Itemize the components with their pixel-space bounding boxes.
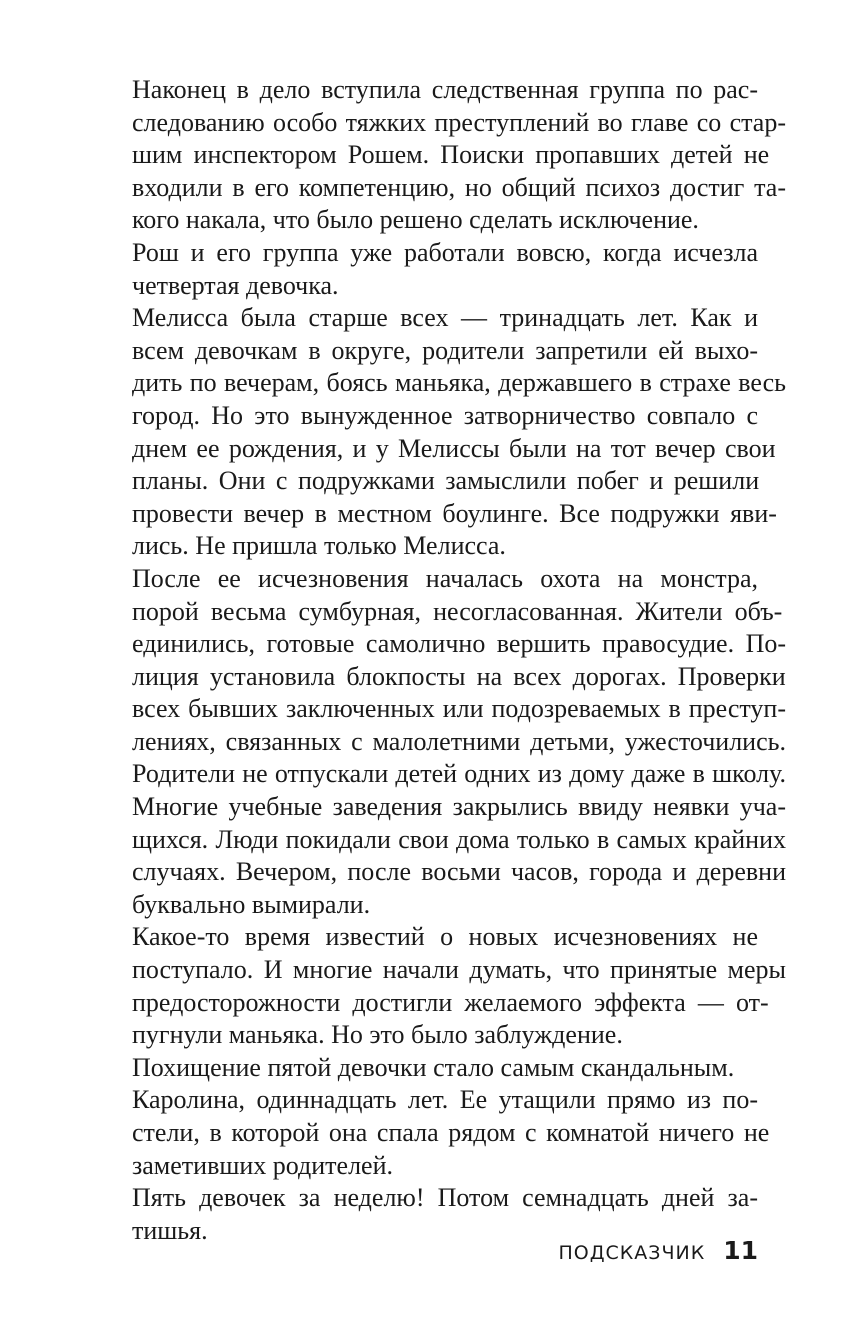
paragraph	[104, 1084, 770, 1182]
text-line: всех бывших заключенных или подозреваемых в преступ-	[132, 694, 786, 724]
text-line: кого накала, что было решено сделать исключение.	[132, 205, 699, 235]
text-line: Пять девочек за неделю! Потом семнадцать дней за-	[132, 1183, 758, 1213]
text-line: провести вечер в местном боулинге. Все подружки яви-	[132, 498, 777, 528]
text-line: щихся. Люди покидали свои дома только в самых крайних	[132, 824, 786, 854]
text-line: шим инспектором Рошем. Поиски пропавших детей не	[132, 140, 770, 170]
paragraph	[104, 237, 758, 302]
text-line: четвертая девочка.	[132, 270, 339, 300]
running-title: ПОДСКАЗЧИК	[558, 1242, 706, 1264]
text-line: следованию особо тяжких преступлений во главе со стар-	[132, 107, 786, 137]
text-line: входили в его компетенцию, но общий психоз достиг та-	[132, 172, 786, 202]
text-line: Наконец в дело вступила следственная группа по рас-	[132, 75, 758, 104]
paragraph	[104, 302, 786, 563]
text-line: Родители не отпускали детей одних из дому даже в школу.	[132, 759, 786, 789]
text-line: тишья.	[132, 1215, 208, 1245]
text-line: предосторожности достигли желаемого эффекта — от-	[132, 987, 769, 1017]
text-line: всем девочкам в округе, родители запретили ей выхо-	[132, 335, 758, 365]
page-body	[104, 74, 786, 1247]
text-line: порой весьма сумбурная, несогласованная. Жители объ-	[132, 596, 783, 626]
text-line: Какое-то время известий о новых исчезновениях не	[132, 922, 758, 952]
text-line: поступало. И многие начали думать, что принятые меры	[132, 955, 786, 985]
text-line: пугнули маньяка. Но это было заблуждение.	[132, 1020, 623, 1050]
text-line: лись. Не пришла только Мелисса.	[132, 531, 506, 561]
text-line: заметивших родителей.	[132, 1150, 394, 1180]
text-line: город. Но это вынужденное затворничество совпало с	[132, 400, 758, 430]
text-line: Многие учебные заведения закрылись ввиду неявки уча-	[132, 792, 786, 822]
text-line: лениях, связанных с малолетними детьми, ужесточились.	[132, 726, 786, 756]
text-line: Похищение пятой девочки стало самым скандальным.	[132, 1052, 735, 1082]
paragraph	[104, 1052, 758, 1085]
text-line: единились, готовые самолично вершить правосудие. По-	[132, 629, 786, 659]
text-line: днем ее рождения, и у Мелиссы были на тот вечер свои	[132, 433, 776, 463]
text-line: Мелисса была старше всех — тринадцать лет. Как и	[132, 303, 758, 333]
text-line: Рош и его группа уже работали вовсю, когда исчезла	[132, 237, 758, 267]
paragraph	[104, 921, 786, 1051]
page-number: 11	[723, 1236, 758, 1265]
text-line: планы. Они с подружками замыслили побег и решили	[132, 466, 760, 496]
paragraph	[104, 74, 786, 237]
text-line: стели, в которой она спала рядом с комнатой ничего не	[132, 1118, 770, 1147]
text-line: Каролина, одиннадцать лет. Ее утащили прямо из по-	[132, 1085, 758, 1115]
text-line: случаях. Вечером, после восьми часов, города и деревни	[132, 857, 786, 887]
text-line: После ее исчезновения началась охота на монстра,	[132, 563, 758, 593]
paragraph	[104, 563, 786, 922]
page-footer	[558, 1236, 758, 1265]
text-line: буквально вымирали.	[132, 889, 371, 919]
text-line: лиция установила блокпосты на всех дорогах. Проверки	[132, 661, 786, 691]
text-line: дить по вечерам, боясь маньяка, державшего в страхе весь	[132, 368, 786, 398]
